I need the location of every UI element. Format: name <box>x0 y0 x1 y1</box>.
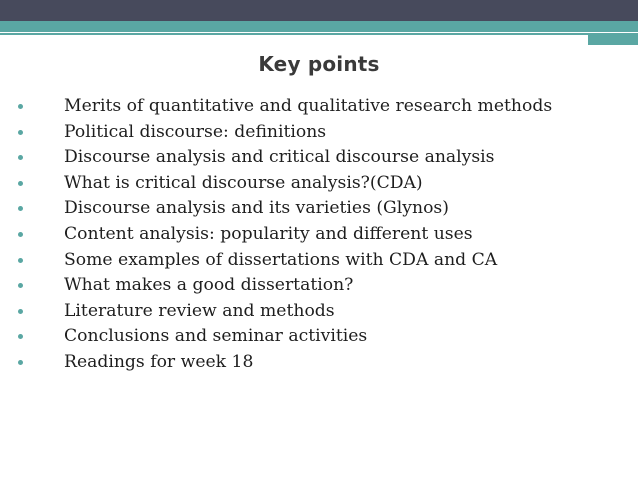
bullet-text: What makes a good dissertation? <box>64 275 354 296</box>
bullet-dot-icon <box>18 334 23 339</box>
bullet-item <box>44 351 552 377</box>
header-accent-notch <box>576 33 588 35</box>
bullet-text: Merits of quantitative and qualitative research methods <box>64 96 553 116</box>
bullet-dot-icon <box>18 258 23 263</box>
bullet-item <box>44 223 552 249</box>
header-accent-tab <box>588 33 638 45</box>
slide-title: Key points <box>258 52 380 76</box>
bullet-item <box>44 95 552 121</box>
bullet-item <box>44 197 552 223</box>
bullet-text: Literature review and methods <box>64 300 335 321</box>
bullet-dot-icon <box>18 283 23 288</box>
bullet-dot-icon <box>18 232 23 237</box>
bullet-text: Discourse analysis and its varieties (Glynos) <box>64 198 449 219</box>
bullet-text: Discourse analysis and critical discourse analysis <box>64 147 495 168</box>
bullet-dot-icon <box>18 130 23 135</box>
bullet-item <box>44 121 552 147</box>
bullet-item <box>44 300 552 326</box>
bullet-text: Some examples of dissertations with CDA and CA <box>64 249 498 270</box>
bullet-text: What is critical discourse analysis?(CDA) <box>64 172 423 193</box>
bullet-dot-icon <box>18 309 23 314</box>
header-accent-line <box>0 33 638 35</box>
bullet-text: Readings for week 18 <box>64 351 254 372</box>
bullet-text: Content analysis: popularity and different uses <box>64 223 473 244</box>
bullet-item <box>44 146 552 172</box>
bullet-dot-icon <box>18 104 23 109</box>
header-band <box>0 0 638 21</box>
bullet-dot-icon <box>18 181 23 186</box>
bullet-text: Conclusions and seminar activities <box>64 326 368 347</box>
bullet-list <box>44 95 552 377</box>
bullet-dot-icon <box>18 360 23 365</box>
bullet-dot-icon <box>18 155 23 160</box>
bullet-text: Political discourse: definitions <box>64 121 327 142</box>
bullet-item <box>44 172 552 198</box>
bullet-item <box>44 274 552 300</box>
bullet-dot-icon <box>18 206 23 211</box>
bullet-item <box>44 249 552 275</box>
bullet-item <box>44 325 552 351</box>
header-accent-band <box>0 21 638 32</box>
